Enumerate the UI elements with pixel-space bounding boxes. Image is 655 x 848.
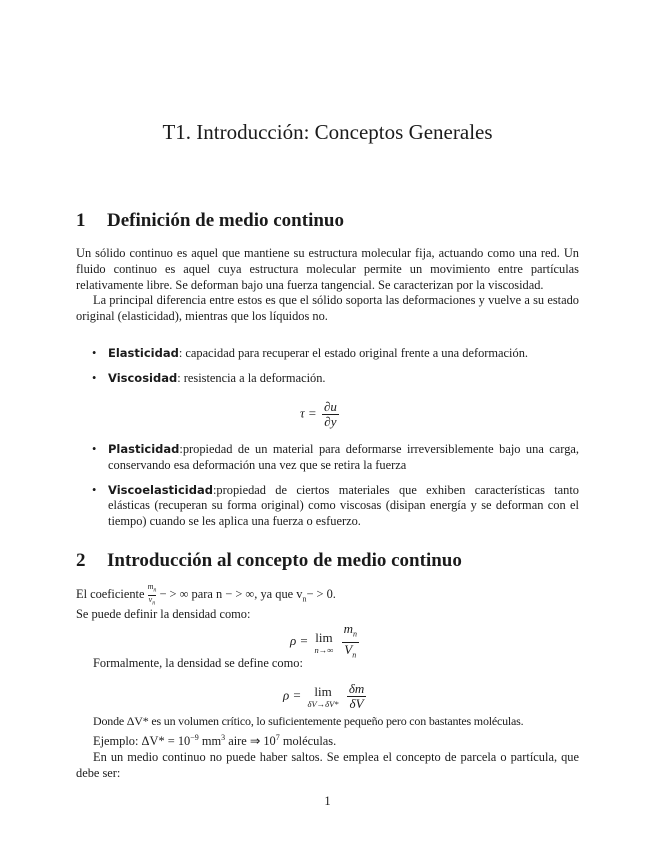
fraction-numerator: δm [348, 681, 365, 696]
section-2-rest [76, 714, 579, 781]
text: Ejemplo: ΔV* = 10 [93, 733, 191, 748]
frac-den-sub: n [152, 600, 156, 607]
definition: :propiedad de ciertos materiales que exhiben características tanto elásticas (recuperan su forma original) como viscosas (disipan energía y se deforman con el tiempo) cuando se les aplica una fuerza o esfuerzo. [108, 482, 579, 529]
term: Viscoelasticidad [108, 482, 213, 497]
definition: : resistencia a la deformación. [177, 370, 326, 385]
section-title: Definición de medio continuo [107, 210, 344, 231]
subscript: n [302, 594, 307, 604]
lim-text: lim [315, 629, 333, 645]
text: − > ∞ para n − > ∞, ya que v [156, 586, 303, 601]
section-2-heading [76, 550, 462, 572]
equation-lhs: ρ = [283, 687, 302, 703]
coefficient-line [76, 583, 579, 607]
fraction-numerator: m [343, 621, 353, 636]
list-item [76, 442, 579, 474]
text: − > 0. [306, 586, 336, 601]
frac-den: v [148, 594, 153, 604]
fraction [347, 682, 366, 711]
equation-rho-2 [283, 682, 368, 711]
term: Plasticidad [108, 442, 180, 456]
text: mm [198, 733, 222, 748]
paragraph: Un sólido continuo es aquel que mantiene su estructura molecular fija, actuando como una red. Un fluido continuo es aquel cuya estructura molecular permite un movimiento entre partículas relativamente libre. Se deforman bajo una fuerza tangencial. Se caracterizan por la viscosidad. [76, 246, 579, 292]
bullet-icon: • [92, 370, 97, 385]
text: aire ⇒ 10 [225, 733, 276, 748]
text: moléculas. [279, 733, 337, 748]
bullet-icon: • [92, 346, 97, 360]
list-item [76, 483, 579, 530]
limit [315, 630, 334, 655]
section-2-intro [76, 583, 579, 623]
page-number: 1 [324, 794, 331, 808]
definition: :propiedad de un material para deformarse irreversiblemente bajo una carga, conservando esa deformación una vez que se retira la fuerza [108, 442, 579, 472]
numerator-sub: n [352, 629, 357, 639]
section-1-body [76, 246, 579, 325]
text: El coeficiente [76, 586, 148, 601]
equation-lhs: τ = [300, 405, 317, 421]
lim-text: lim [314, 684, 332, 699]
example-line [76, 730, 579, 750]
paragraph: Formalmente, la densidad se define como: [93, 656, 303, 670]
fraction-denominator: V [344, 641, 353, 657]
section-number: 1 [76, 210, 86, 231]
definition: : capacidad para recuperar el estado original frente a una deformación. [178, 346, 528, 360]
fraction-numerator: ∂u [323, 399, 337, 414]
section-number: 2 [76, 550, 86, 571]
equation-tau [300, 400, 341, 429]
paragraph: Se puede definir la densidad como: [76, 607, 251, 622]
equation-lhs: ρ = [290, 633, 309, 649]
list-item [76, 346, 579, 362]
paragraph: En un medio continuo no puede haber saltos. Se emplea el concepto de parcela o partícula, que debe ser: [76, 749, 579, 780]
lim-subscript: n→∞ [314, 644, 334, 655]
fraction-denominator: ∂y [324, 414, 337, 429]
bullet-icon: • [92, 442, 97, 456]
bullet-list-2 [76, 442, 579, 539]
bullet-list-1 [76, 346, 579, 396]
section-title: Introducción al concepto de medio continuo [107, 550, 462, 571]
lim-subscript: δV→δV* [307, 699, 339, 709]
frac-num-sub: n [153, 587, 157, 594]
paragraph: La principal diferencia entre estos es que el sólido soporta las deformaciones y vuelve a su estado original (elasticidad), mientras que los líquidos no. [76, 293, 579, 324]
denominator-sub: n [352, 650, 357, 660]
superscript: 7 [275, 732, 280, 742]
bullet-icon: • [92, 482, 97, 497]
section-1-heading [76, 210, 344, 232]
list-item [76, 371, 579, 387]
section-2-formal [76, 656, 579, 672]
paragraph: Donde ΔV* es un volumen crítico, lo suficientemente pequeño pero con bastantes moléculas. [93, 714, 524, 728]
term: Viscosidad [108, 370, 178, 385]
superscript: −9 [190, 732, 199, 742]
fraction-denominator: δV [349, 696, 364, 711]
term: Elasticidad [108, 346, 179, 360]
superscript: 3 [221, 732, 226, 742]
frac-num: m [147, 582, 154, 591]
fraction [322, 400, 339, 429]
limit [308, 684, 339, 709]
document-title: T1. Introducción: Conceptos Generales [162, 120, 493, 144]
